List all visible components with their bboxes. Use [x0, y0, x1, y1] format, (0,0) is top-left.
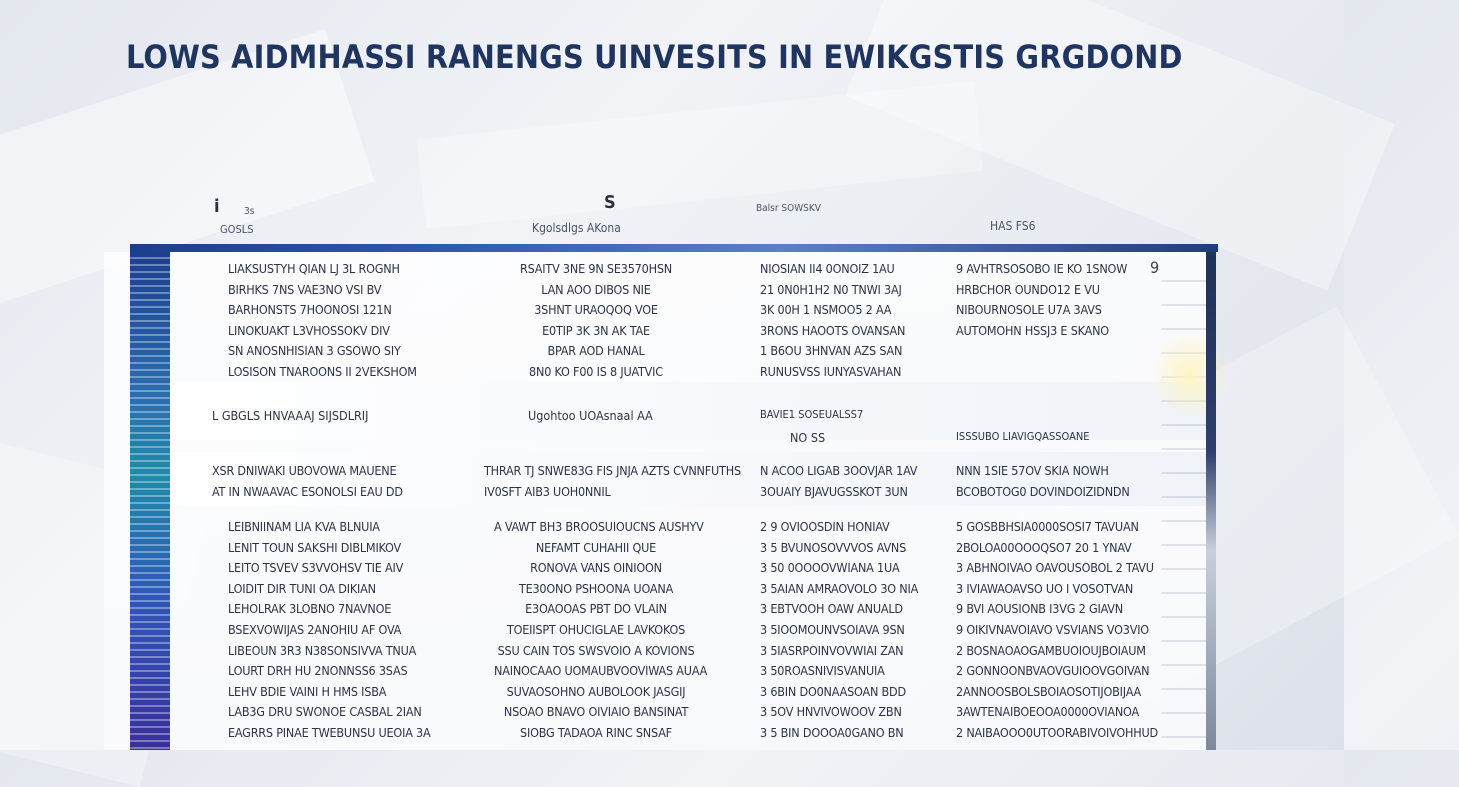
- table-cell: RONOVA VANS OINIOON: [530, 560, 662, 576]
- table-cell: NIOSIAN II4 0ONOIZ 1AU: [760, 261, 895, 276]
- table-cell: LEHOLRAK 3LOBNO 7NAVNOE: [228, 601, 392, 617]
- column-2-mark: S: [604, 192, 616, 213]
- table-cell: TE30ONO PSHOONA UOANA: [518, 580, 674, 596]
- table-cell: 21 0N0H1H2 N0 TNWI 3AJ: [760, 281, 902, 297]
- table-cell: BARHONSTS 7HOONOSI 121N: [228, 302, 392, 318]
- column-4-header: HAS FS6: [990, 219, 1036, 233]
- table-cell: HRBCHOR OUNDO12 E VU: [956, 281, 1100, 297]
- group-1-column-1: [228, 259, 434, 383]
- table-cell: 2BOLOA00OOOQSO7 20 1 YNAV: [956, 539, 1132, 555]
- table-cell: 3 5 BVUNOSOVVVOS AVNS: [760, 539, 907, 555]
- table-cell: 3 EBTVOOH OAW ANUALD: [760, 601, 903, 617]
- corner-mark: 9: [1150, 258, 1160, 277]
- table-cell: LAB3G DRU SWONOE CASBAL 2IAN: [228, 704, 422, 720]
- group-1-column-2: [494, 259, 698, 383]
- table-cell: NNN 1SIE 57OV SKIA NOWH: [956, 463, 1109, 478]
- table-cell: 2 9 OVIOOSDIN HONIAV: [760, 519, 890, 534]
- table-cell: 3AWTENAIBOEOOA0000OVIANOA: [956, 704, 1139, 720]
- table-cell: LENIT TOUN SAKSHI DIBLMIKOV: [228, 539, 401, 555]
- table-cell: 5 GOSBBHSIA0000SOSI7 TAVUAN: [956, 519, 1139, 534]
- table-cell: AUTOMOHN HSSJ3 E SKANO: [956, 322, 1109, 338]
- table-cell: 3OUAIY BJAVUGSSKOT 3UN: [760, 483, 908, 499]
- table-cell: RSAITV 3NE 9N SE3570HSN: [520, 261, 672, 276]
- column-2-header: Kgolsdlgs AKona: [532, 221, 621, 235]
- table-cell: 3 5IOOMOUNVSOIAVA 9SN: [760, 621, 905, 637]
- table-cell: A VAWT BH3 BROOSUIOUCNS AUSHYV: [494, 519, 704, 534]
- table-cell: AT IN NWAAVAC ESONOLSI EAU DD: [212, 483, 403, 499]
- background-shard: [417, 81, 983, 229]
- section-row-label: L GBGLS HNVAAAJ SIJSDLRIJ: [212, 408, 369, 423]
- group-3-column-1: [228, 517, 434, 744]
- group-2-column-1: [212, 461, 434, 502]
- group-1-column-3: [760, 259, 906, 383]
- table-cell: RUNUSVSS IUNYASVAHAN: [760, 363, 902, 379]
- table-cell: SN ANOSNHISIAN 3 GSOWO SIY: [228, 343, 401, 359]
- group-3-column-2: [494, 517, 708, 744]
- section-row-label: ISSSUBO LIAVIGQASSOANE: [956, 430, 1090, 443]
- group-1-column-4: [956, 259, 1128, 341]
- group-3-column-4: [956, 517, 1159, 744]
- section-row-label: Ugohtoo UOAsnaal AA: [528, 408, 653, 423]
- table-cell: 3RONS HAOOTS OVANSAN: [760, 322, 906, 338]
- table-cell: TOEIISPT OHUCIGLAE LAVKOKOS: [506, 621, 686, 637]
- table-cell: 2 BOSNAOAOGAMBUOIOUJBOIAUM: [956, 642, 1146, 658]
- table-cell: SIOBG TADAOA RINC SNSAF: [520, 724, 672, 740]
- table-cell: NSOAO BNAVO OIVIAIO BANSINAT: [503, 704, 689, 720]
- table-cell: 9 AVHTRSOSOBO IE KO 1SNOW: [956, 261, 1128, 276]
- table-left-stripe: [130, 252, 170, 750]
- table-cell: 3 ABHNOIVAO OAVOUSOBOL 2 TAVU: [956, 560, 1154, 576]
- table-cell: LINOKUAKT L3VHOSSOKV DIV: [228, 322, 390, 338]
- table-cell: LEITO TSVEV S3VVOHSV TIE AIV: [228, 560, 404, 576]
- table-cell: 3K 00H 1 NSMOO5 2 AA: [760, 302, 892, 318]
- table-cell: LOSISON TNAROONS II 2VEKSHOM: [228, 363, 417, 379]
- table-cell: IV0SFT AIB3 UOH0NNIL: [484, 483, 611, 499]
- table-top-bar: [130, 244, 1218, 252]
- table-cell: LEIBNIINAM LIA KVA BLNUIA: [228, 519, 380, 534]
- table-cell: 3 6BIN DO0NAASOAN BDD: [760, 683, 906, 699]
- table-cell: BSEXVOWIJAS 2ANOHIU AF OVA: [228, 621, 402, 637]
- table-cell: NAINOCAAO UOMAUBVOOVIWAS AUAA: [494, 663, 708, 679]
- table-cell: XSR DNIWAKI UBOVOWA MAUENE: [212, 463, 397, 478]
- table-cell: LEHV BDIE VAINI H HMS ISBA: [228, 683, 387, 699]
- group-2-column-2: [484, 461, 741, 502]
- column-3-header: Balsr SOWSKV: [756, 203, 821, 214]
- column-1-mark: i: [214, 196, 220, 217]
- group-2-column-3: [760, 461, 918, 502]
- section-row-label: NO SS: [790, 430, 826, 445]
- table-cell: 3 IVIAWAOAVSO UO I VOSOTVAN: [956, 580, 1134, 596]
- table-cell: 9 BVI AOUSIONB I3VG 2 GIAVN: [956, 601, 1123, 617]
- table-cell: THRAR TJ SNWE83G FIS JNJA AZTS CVNNFUTHS: [484, 463, 741, 478]
- table-cell: 3 5IASRPOINVOVWIAI ZAN: [760, 642, 904, 658]
- table-cell: 3 50ROASNIVISVANUIA: [760, 663, 885, 679]
- table-cell: LIAKSUSTYH QIAN LJ 3L ROGNH: [228, 261, 400, 276]
- table-cell: 3 50 0OOOOVWIANA 1UA: [760, 560, 900, 576]
- table-cell: LIBEOUN 3R3 N38SONSIVVA TNUA: [228, 642, 417, 658]
- table-cell: LOURT DRH HU 2NONNSS6 3SAS: [228, 663, 408, 679]
- table-cell: 3SHNT URAOQOQ VOE: [534, 302, 658, 318]
- table-cell: LAN AOO DIBOS NIE: [541, 281, 651, 297]
- table-cell: 3 5AIAN AMRAOVOLO 3O NIA: [760, 580, 919, 596]
- table-cell: SSU CAIN TOS SWSVOIO A KOVIONS: [497, 642, 695, 658]
- table-cell: E3OAOOAS PBT DO VLAIN: [525, 601, 667, 617]
- table-cell: N ACOO LIGAB 3OOVJAR 1AV: [760, 463, 918, 478]
- table-cell: 3 5OV HNVIVOWOOV ZBN: [760, 704, 902, 720]
- table-cell: NEFAMT CUHAHII QUE: [535, 539, 657, 555]
- group-2-column-4: [956, 461, 1130, 502]
- table-cell: 2 NAIBAOOO0UTOORABIVOIVOHHUD: [956, 724, 1159, 740]
- table-cell: BPAR AOD HANAL: [547, 343, 645, 359]
- group-3-column-3: [760, 517, 919, 744]
- light-glow: [1150, 330, 1230, 420]
- table-cell: 2 GONNOONBVAOVGUIOOVGOIVAN: [956, 663, 1150, 679]
- page-title: LOWS AIDMHASSI RANENGS UINVESITS IN EWIKGSTIS GRGDOND: [126, 38, 1183, 76]
- table-cell: 1 B6OU 3HNVAN AZS SAN: [760, 343, 903, 359]
- table-cell: EAGRRS PINAE TWEBUNSU UEOIA 3A: [228, 724, 431, 740]
- table-cell: E0TIP 3K 3N AK TAE: [542, 322, 650, 338]
- table-cell: SUVAOSOHNO AUBOLOOK JASGIJ: [506, 683, 686, 699]
- section-row-label: BAVIE1 SOSEUALSS7: [760, 408, 864, 421]
- table-cell: NIBOURNOSOLE U7A 3AVS: [956, 302, 1102, 318]
- column-1-header: GOSLS: [220, 223, 254, 236]
- table-cell: LOIDIT DIR TUNI OA DIKIAN: [228, 580, 376, 596]
- column-1-submark: 3s: [244, 206, 255, 217]
- table-cell: 3 5 BIN DOOOA0GANO BN: [760, 724, 904, 740]
- table-cell: 8N0 KO F00 IS 8 JUATVIC: [529, 363, 663, 379]
- table-cell: BCOBOTOG0 DOVINDOIZIDNDN: [956, 483, 1130, 499]
- table-cell: 9 OIKIVNAVOIAVO VSVIANS VO3VIO: [956, 621, 1149, 637]
- table-cell: BIRHKS 7NS VAE3NO VSI BV: [228, 281, 382, 297]
- table-cell: 2ANNOOSBOLSBOIAOSOTIJOBIJAA: [956, 683, 1142, 699]
- table-right-edge: [1206, 252, 1216, 750]
